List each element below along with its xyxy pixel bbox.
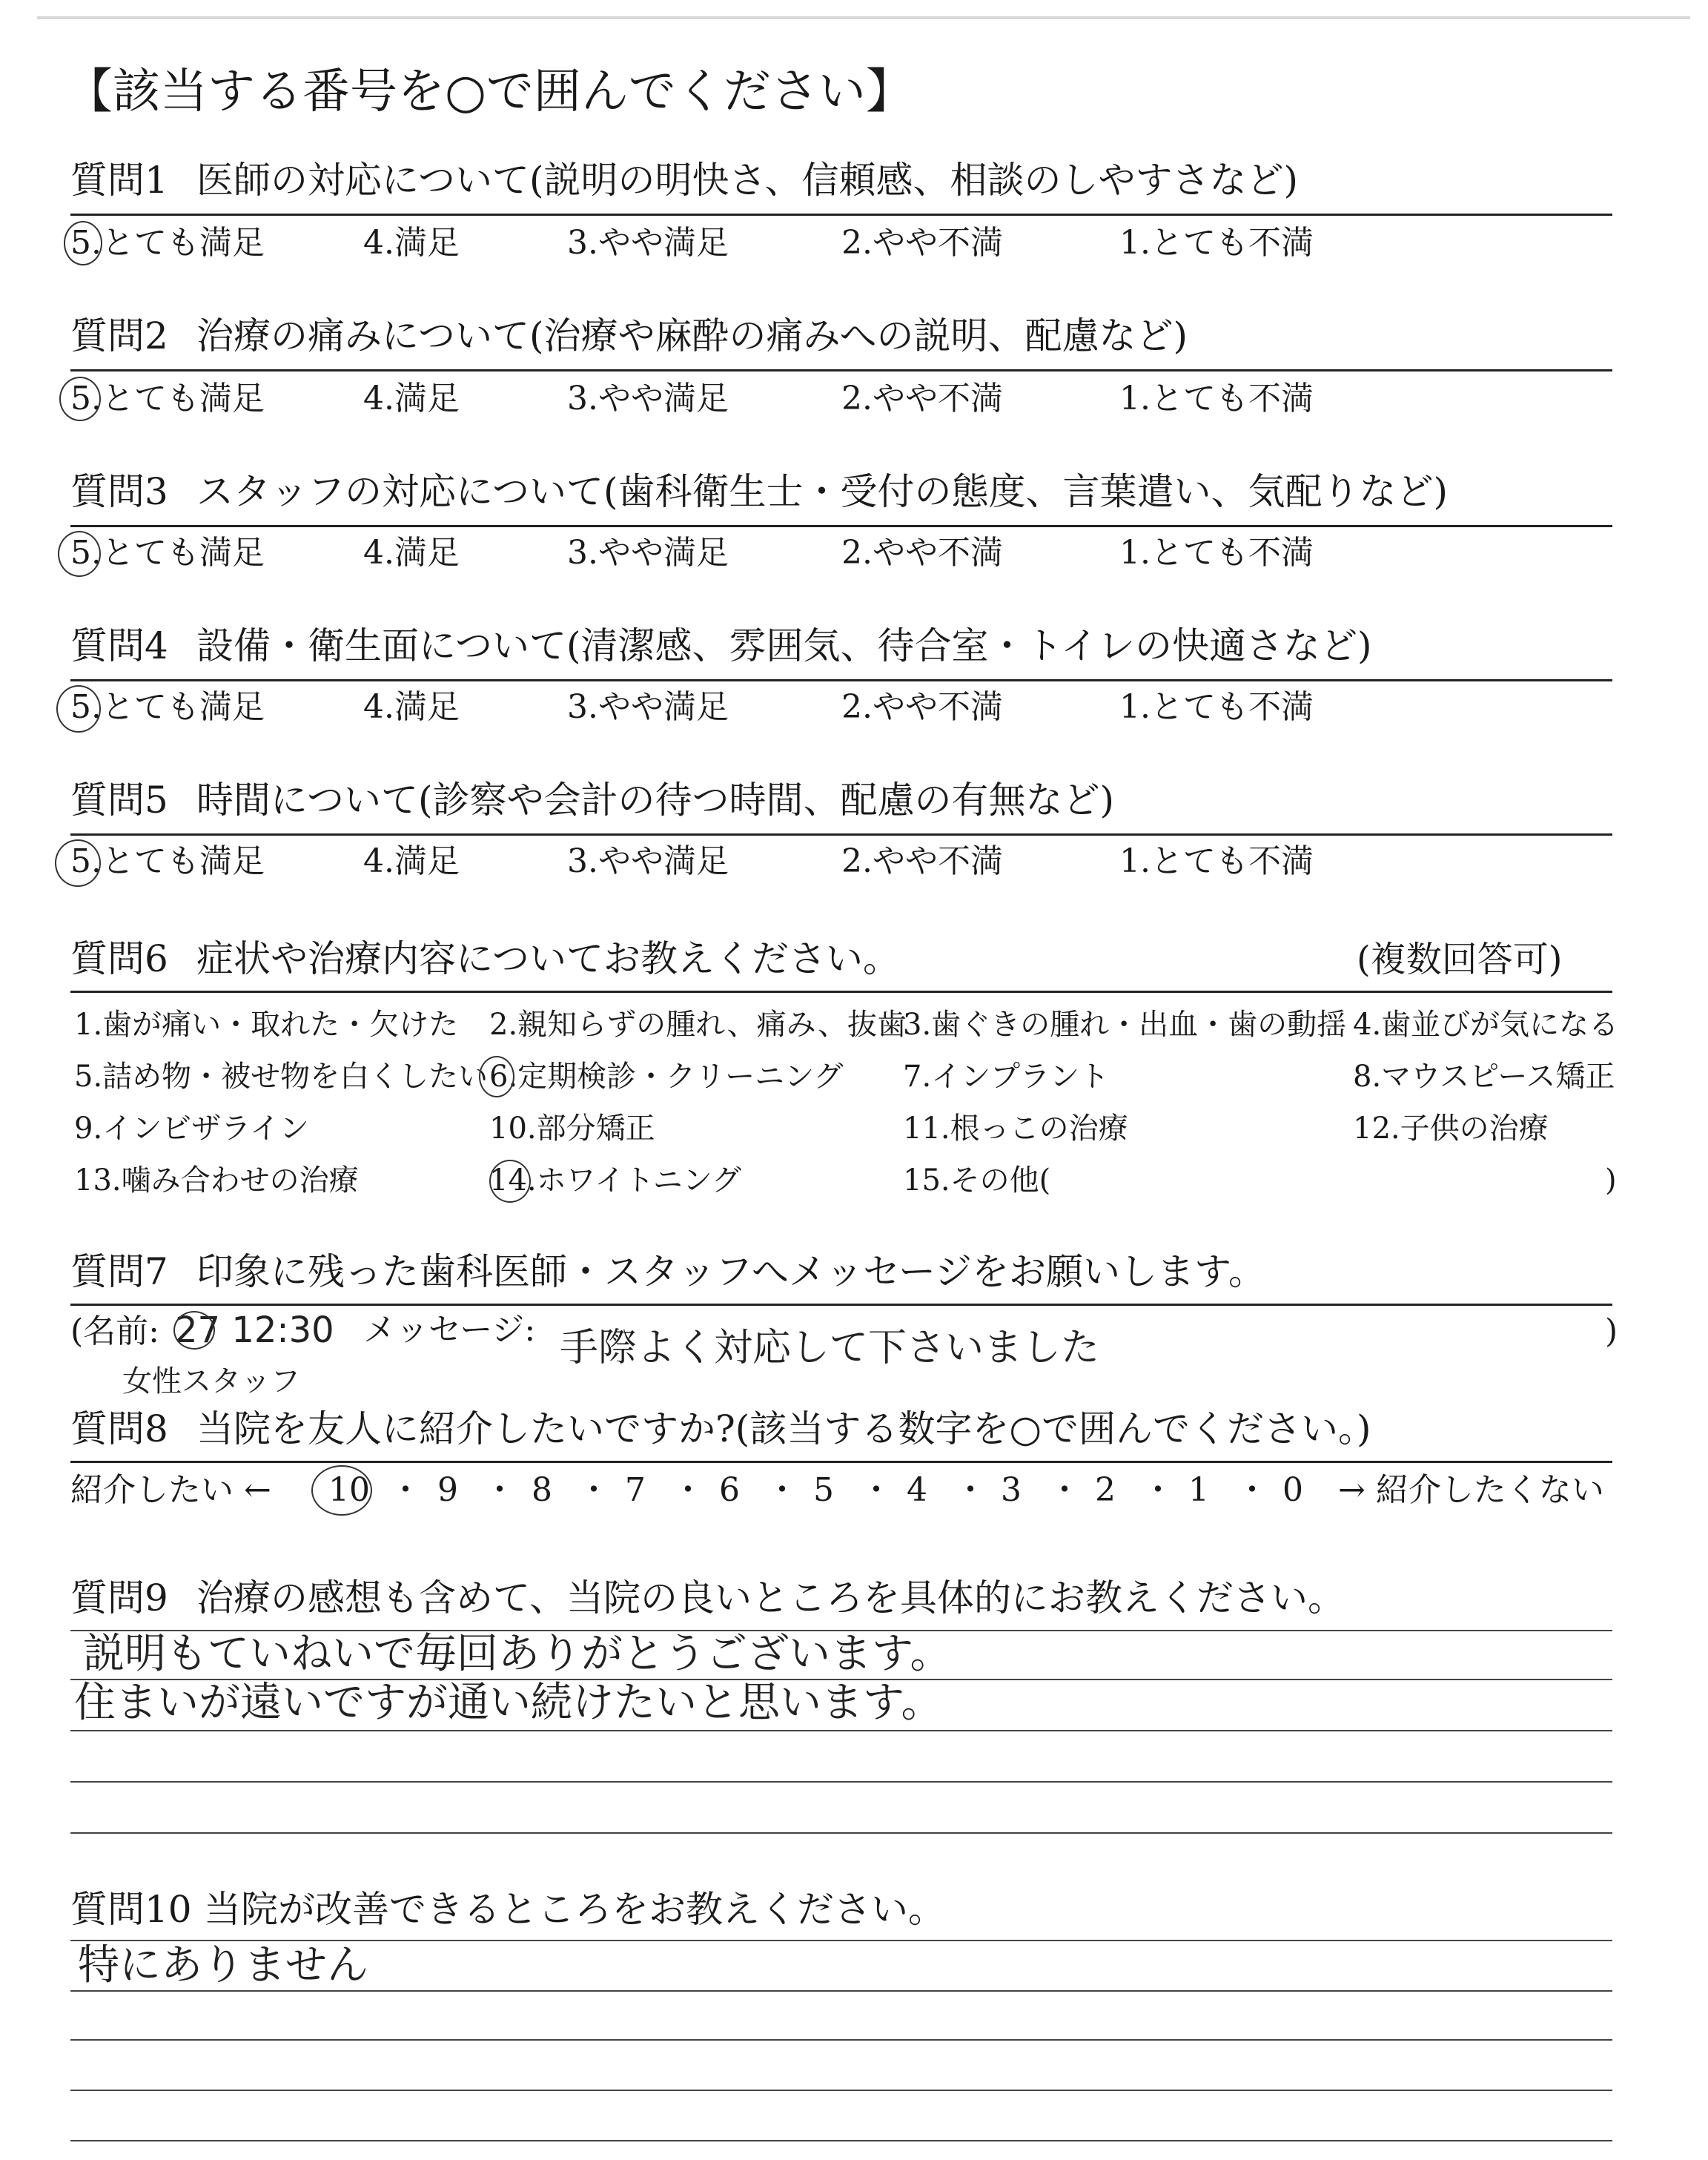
q8-selection-circle	[311, 1465, 372, 1516]
q8-scale-option-7[interactable]: 7	[625, 1471, 646, 1509]
q3-selection-circle	[58, 531, 101, 577]
q8-scale-separator: ・	[483, 1471, 516, 1509]
q10-answer-line-4	[70, 2090, 1612, 2091]
question-3-number: 質問3	[70, 470, 168, 513]
q7-close-paren: )	[1605, 1312, 1618, 1350]
question-9-text: 治療の感想も含めて、当院の良いところを具体的にお教えください。	[196, 1576, 1345, 1619]
question-2-text: 治療の痛みについて(治療や麻酔の痛みへの説明、配慮など)	[196, 314, 1188, 357]
q8-scale-option-9[interactable]: 9	[437, 1471, 458, 1509]
q5-option-4[interactable]: 4.満足	[363, 842, 460, 880]
question-8-text: 当院を友人に紹介したいですか?(該当する数字を○で囲んでください。)	[196, 1407, 1371, 1450]
q10-answer-line-3	[70, 2039, 1612, 2041]
q8-scale-separator: ・	[1142, 1471, 1174, 1509]
question-6-number: 質問6	[70, 937, 168, 980]
q6-option-14[interactable]: 14.ホワイトニング	[489, 1163, 742, 1198]
question-7-number: 質問7	[70, 1250, 168, 1293]
q7-name-label: (名前:	[70, 1312, 159, 1350]
q5-option-3[interactable]: 3.やや満足	[567, 842, 729, 880]
q3-option-3[interactable]: 3.やや満足	[567, 534, 729, 572]
q9-answer-text-2[interactable]: 住まいが遠いですが通い続けたいと思います。	[74, 1679, 943, 1727]
question-9	[70, 1575, 1345, 1621]
question-8-rule	[70, 1461, 1612, 1463]
q8-scale-separator: ・	[1048, 1471, 1081, 1509]
q3-option-1[interactable]: 1.とても不満	[1119, 534, 1314, 572]
question-4-rule	[70, 679, 1612, 681]
q2-option-2[interactable]: 2.やや不満	[841, 380, 1003, 417]
question-2-number: 質問2	[70, 314, 168, 357]
question-5-number: 質問5	[70, 779, 168, 822]
question-3	[70, 469, 1448, 515]
q1-option-2[interactable]: 2.やや不満	[841, 224, 1003, 262]
q6-selection-circle-14	[489, 1160, 531, 1203]
q8-scale-option-10[interactable]: 10	[328, 1471, 370, 1509]
q7-message-value[interactable]: 手際よく対応して下さいました	[560, 1326, 1100, 1370]
question-7	[70, 1249, 1265, 1295]
q1-option-5[interactable]: 5.とても満足	[70, 224, 265, 262]
q9-answer-text-1[interactable]: 説明もていねいで毎回ありがとうございます。	[83, 1630, 952, 1678]
q5-option-2[interactable]: 2.やや不満	[841, 842, 1003, 880]
q8-scale-option-0[interactable]: 0	[1282, 1471, 1303, 1509]
q7-name-value[interactable]: 27 12:30	[175, 1309, 334, 1351]
q6-option-7[interactable]: 7.インプラント	[903, 1060, 1110, 1094]
q6-option-15-close: )	[1605, 1163, 1617, 1198]
question-1-rule	[70, 214, 1612, 216]
q8-right-label: → 紹介したくない	[1338, 1471, 1604, 1509]
q1-option-4[interactable]: 4.満足	[363, 224, 460, 262]
q6-selection-circle-6	[479, 1056, 514, 1097]
q4-option-1[interactable]: 1.とても不満	[1119, 688, 1314, 726]
question-2	[70, 313, 1188, 359]
q10-answer-line-2	[70, 1990, 1612, 1992]
q3-option-2[interactable]: 2.やや不満	[841, 534, 1003, 572]
q8-scale-option-6[interactable]: 6	[719, 1471, 740, 1509]
q1-option-1[interactable]: 1.とても不満	[1119, 224, 1314, 262]
q7-message-label: メッセージ:	[363, 1311, 536, 1349]
q2-option-5[interactable]: 5.とても満足	[70, 380, 265, 417]
question-10-number: 質問10	[70, 1888, 192, 1931]
q8-scale-separator: ・	[389, 1471, 422, 1509]
question-6-text: 症状や治療内容についてお教えください。	[196, 937, 900, 980]
question-1-number: 質問1	[70, 159, 168, 202]
q8-scale-option-8[interactable]: 8	[532, 1471, 552, 1509]
question-10	[70, 1886, 945, 1932]
q9-answer-line-4	[70, 1781, 1612, 1783]
question-1	[70, 157, 1298, 203]
q4-option-5[interactable]: 5.とても満足	[70, 688, 265, 726]
q7-name-value-2[interactable]: 女性スタッフ	[122, 1364, 300, 1398]
q8-scale-option-2[interactable]: 2	[1095, 1471, 1116, 1509]
q8-scale-separator: ・	[766, 1471, 798, 1509]
q6-option-6[interactable]: 6.定期検診・クリーニング	[489, 1060, 844, 1094]
question-5	[70, 777, 1114, 823]
q6-option-1[interactable]: 1.歯が痛い・取れた・欠けた	[74, 1008, 459, 1042]
q7-name-circle	[173, 1311, 215, 1350]
question-6	[70, 936, 900, 982]
q6-option-3[interactable]: 3.歯ぐきの腫れ・出血・歯の動揺	[903, 1008, 1347, 1042]
question-2-rule	[70, 369, 1612, 371]
question-7-text: 印象に残った歯科医師・スタッフへメッセージをお願いします。	[196, 1250, 1265, 1293]
question-8	[70, 1406, 1371, 1452]
question-5-text: 時間について(診察や会計の待つ時間、配慮の有無など)	[196, 779, 1115, 822]
q8-scale-option-1[interactable]: 1	[1188, 1471, 1209, 1509]
q4-option-2[interactable]: 2.やや不満	[841, 688, 1003, 726]
question-3-text: スタッフの対応について(歯科衛生士・受付の態度、言葉遣い、気配りなど)	[196, 470, 1449, 513]
q6-option-4[interactable]: 4.歯並びが気になる	[1353, 1008, 1619, 1042]
q4-selection-circle	[56, 685, 101, 733]
q8-scale-option-4[interactable]: 4	[907, 1471, 927, 1509]
question-3-rule	[70, 525, 1612, 527]
q5-selection-circle	[55, 839, 101, 887]
question-6-rule	[70, 991, 1612, 993]
q4-option-3[interactable]: 3.やや満足	[567, 688, 729, 726]
q10-answer-text-1[interactable]: 特にありません	[78, 1941, 368, 1989]
q8-scale-separator: ・	[954, 1471, 987, 1509]
q6-option-10[interactable]: 10.部分矯正	[489, 1112, 655, 1146]
q6-option-5[interactable]: 5.詰め物・被せ物を白くしたい	[74, 1060, 489, 1094]
question-5-rule	[70, 833, 1612, 836]
question-4-number: 質問4	[70, 624, 168, 667]
q6-option-2[interactable]: 2.親知らずの腫れ、痛み、抜歯	[489, 1008, 907, 1042]
q8-scale-separator: ・	[672, 1471, 704, 1509]
q1-selection-circle	[64, 221, 102, 265]
q3-option-4[interactable]: 4.満足	[363, 534, 460, 572]
q9-answer-line-3	[70, 1730, 1612, 1731]
q5-option-5[interactable]: 5.とても満足	[70, 842, 265, 880]
q10-answer-line-5	[70, 2140, 1612, 2141]
q3-option-5[interactable]: 5.とても満足	[70, 534, 265, 572]
q8-left-label: 紹介したい ←	[70, 1471, 271, 1509]
q2-option-3[interactable]: 3.やや満足	[567, 380, 729, 417]
question-4-text: 設備・衛生面について(清潔感、雰囲気、待合室・トイレの快適さなど)	[196, 624, 1372, 667]
question-9-number: 質問9	[70, 1576, 168, 1619]
q6-option-12[interactable]: 12.子供の治療	[1353, 1112, 1549, 1146]
q6-option-11[interactable]: 11.根っこの治療	[903, 1112, 1128, 1146]
q2-option-4[interactable]: 4.満足	[363, 380, 460, 417]
q2-selection-circle	[59, 377, 101, 421]
q6-option-8[interactable]: 8.マウスピース矯正	[1353, 1060, 1615, 1094]
question-8-number: 質問8	[70, 1407, 168, 1450]
q6-option-13[interactable]: 13.噛み合わせの治療	[74, 1163, 359, 1198]
q6-option-15[interactable]: 15.その他(	[903, 1163, 1051, 1198]
q8-scale-separator: ・	[577, 1471, 610, 1509]
q8-scale-separator: ・	[860, 1471, 893, 1509]
q8-scale-option-5[interactable]: 5	[813, 1471, 834, 1509]
question-10-text: 当院が改善できるところをお教えください。	[204, 1888, 945, 1931]
question-1-text: 医師の対応について(説明の明快さ、信頼感、相談のしやすさなど)	[196, 159, 1299, 202]
q8-scale-separator: ・	[1236, 1471, 1268, 1509]
page-heading: 【該当する番号を○で囲んでください】	[65, 65, 913, 119]
q4-option-4[interactable]: 4.満足	[363, 688, 460, 726]
question-7-rule	[70, 1304, 1612, 1306]
q2-option-1[interactable]: 1.とても不満	[1119, 380, 1314, 417]
q9-answer-line-5	[70, 1832, 1612, 1834]
q8-scale-option-3[interactable]: 3	[1001, 1471, 1022, 1509]
question-6-note: (複数回答可)	[1357, 939, 1563, 980]
q5-option-1[interactable]: 1.とても不満	[1119, 842, 1314, 880]
question-4	[70, 623, 1372, 669]
q6-option-9[interactable]: 9.インビザライン	[74, 1112, 309, 1146]
scan-top-edge	[37, 16, 1690, 19]
q1-option-3[interactable]: 3.やや満足	[567, 224, 729, 262]
